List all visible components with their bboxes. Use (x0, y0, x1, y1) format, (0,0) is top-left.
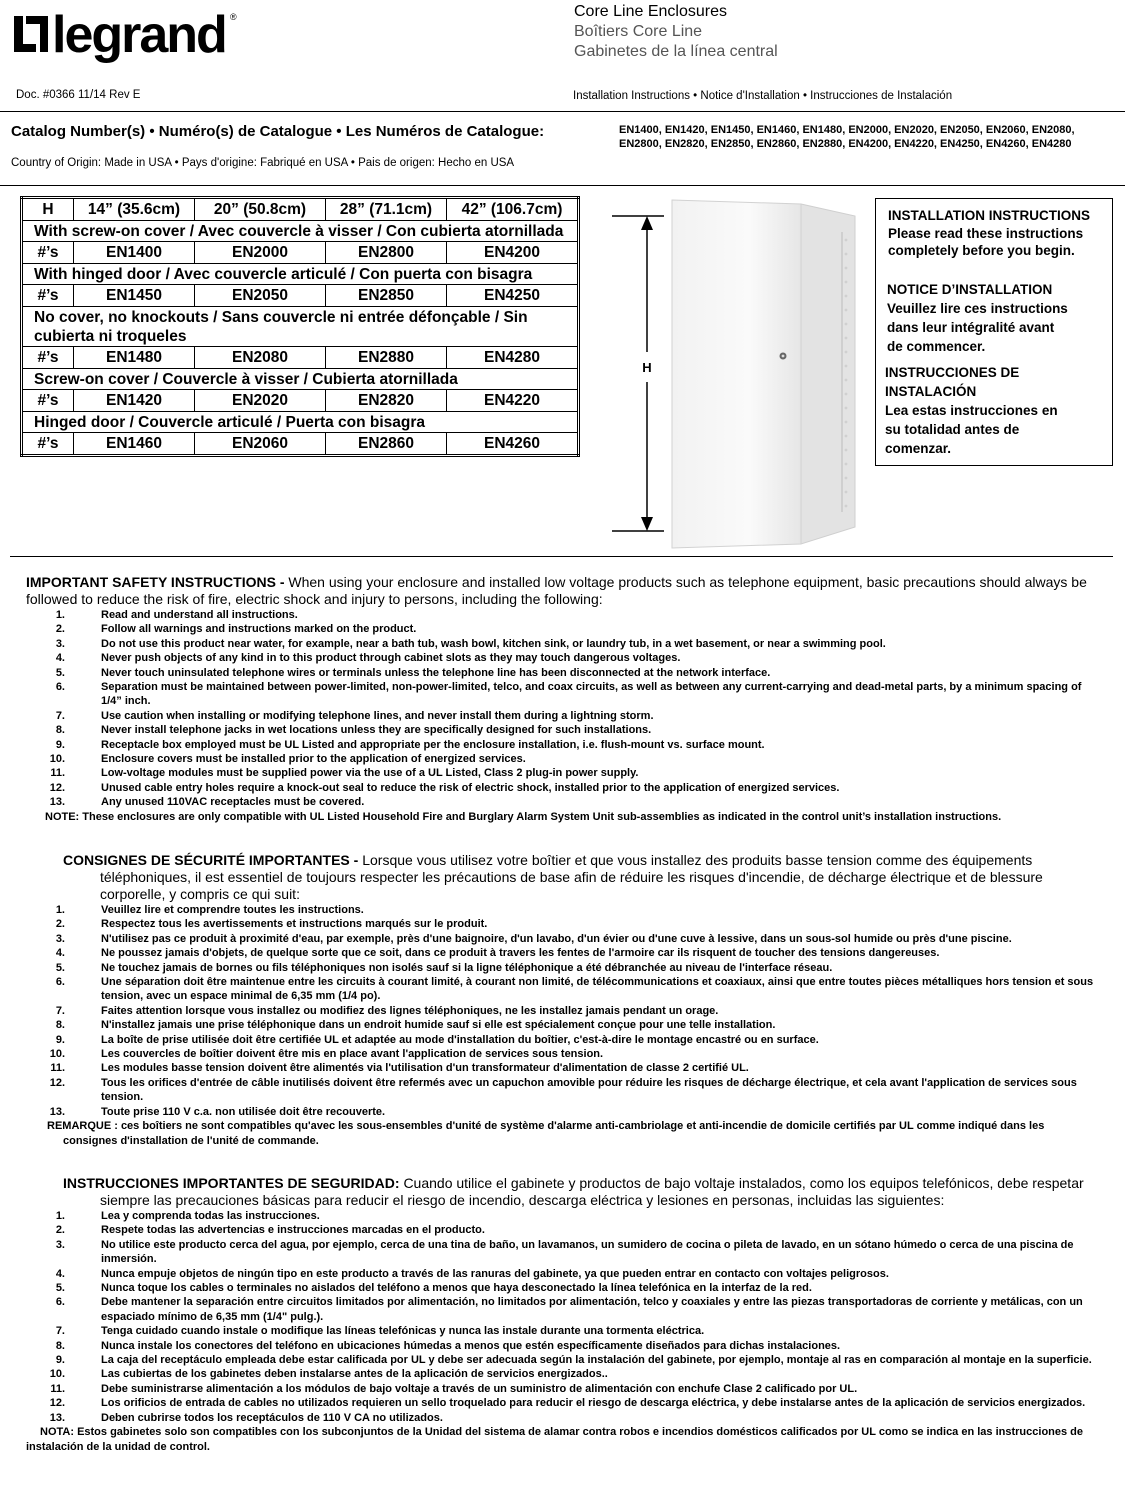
list-item (26, 709, 1096, 723)
notice-en (888, 207, 1090, 259)
header-rule-bottom (0, 185, 1125, 186)
list-item (26, 1004, 1096, 1018)
list-item-text: No utilice este producto cerca del agua, por ejemplo, cerca de una tina de baño, un lavamanos, un sumidero de cocina o pileta de lavado, en un sótano húmedo o cerca de una piscina de inmersión. (101, 1238, 1074, 1266)
list-item-text: Nunca empuje objetos de ningún tipo en este producto a través de las ranuras del gabinete, ya que pueden entrar en contacto con voltajes peligrosos. (101, 1267, 889, 1280)
header-rule-top (0, 111, 1125, 112)
safety-heading-es: INSTRUCCIONES IMPORTANTES DE SEGURIDAD: (63, 1175, 404, 1191)
list-item (26, 1238, 1096, 1267)
product-title-es: Gabinetes de la línea central (574, 43, 778, 60)
list-item (26, 752, 1096, 766)
list-item-number: 11. (50, 767, 65, 780)
list-item (26, 932, 1096, 946)
table-cell: EN2080 (195, 347, 326, 369)
list-item-text: Veuillez lire et comprendre toutes les instructions. (101, 904, 364, 916)
safety-intro-text: Lorsque vous utilisez votre boîtier et que vous installez des produits basse tension comme des équipements téléphoniques, il est essentiel de toujours respecter les précautions de base afin de réduire les risques d'incendie, de décharge électrique et de blessure corporelle, y compris ce qui suit: (100, 852, 1043, 902)
list-item-text: Read and understand all instructions. (101, 609, 298, 621)
enclosure-drawing (606, 192, 866, 552)
notice-en-line: completely before you begin. (888, 243, 1075, 258)
list-item-text: Use caution when installing or modifying telephone lines, and never install them during a lightning storm. (101, 709, 654, 722)
table-header-cell: 28” (71.1cm) (326, 198, 447, 221)
list-item-number: 1. (55, 904, 65, 916)
list-item-text: Low-voltage modules must be supplied power via the use of a UL Listed, Class 2 plug-in power supply. (101, 767, 639, 780)
table-header-cell: H (22, 198, 74, 221)
table-cell: EN2880 (326, 347, 447, 369)
safety-list-en (26, 608, 1096, 810)
instruction-languages: Installation Instructions • Notice d'Installation • Instrucciones de Instalación (573, 90, 953, 102)
list-item (26, 1382, 1096, 1396)
list-item-number: 5. (55, 1282, 65, 1295)
list-item-text: Las cubiertas de los gabinetes deben instalarse antes de la aplicación de servicios energizados.. (101, 1368, 608, 1381)
list-item-text: Follow all warnings and instructions marked on the product. (101, 623, 417, 636)
list-item-number: 1. (55, 609, 65, 621)
list-item-number: 3. (55, 1238, 65, 1251)
safety-section-es (26, 1175, 1096, 1454)
list-item-text: Debe mantener la separación entre circuitos limitados por alimentación, no limitados por alimentación, telco y coaxiales y entre las piezas transportadoras de corriente y metálicas, con un espaciado mínimo de 6,35 mm (1/4" pulg.). (101, 1296, 1083, 1323)
list-item-number: 3. (55, 932, 65, 945)
list-item-text: Do not use this product near water, for example, near a bath tub, wash bowl, kitchen sink, or laundry tub, in a wet basement, or near a swimming pool. (101, 637, 886, 650)
installation-notice-box (875, 198, 1113, 466)
height-label: H (642, 360, 652, 375)
notice-en-title: INSTALLATION INSTRUCTIONS (888, 208, 1090, 223)
list-item-number: 2. (55, 623, 65, 636)
list-item-number: 12. (49, 1397, 65, 1410)
notice-fr-title: NOTICE D’INSTALLATION (887, 282, 1053, 297)
table-cell: EN2060 (195, 433, 326, 456)
list-item (26, 651, 1096, 665)
safety-note-es: NOTA: Estos gabinetes solo son compatibles con los subconjuntos de la Unidad del sistema de alamar contra robos e incendios domésticos calificados por UL como se indica en las instrucciones de instalación de la unidad de control. (26, 1426, 1084, 1453)
table-group-title: Hinged door / Couvercle articulé / Puerta con bisagra (22, 412, 579, 433)
table-group-title: No cover, no knockouts / Sans couvercle ni entrée défonçable / Sin cubierta ni troqueles (22, 307, 579, 347)
list-item (26, 795, 1096, 809)
list-item-text: Ne touchez jamais de bornes ou fils téléphoniques non isolés sauf si la ligne téléphonique a été débranchée au niveau de l'interface réseau. (101, 961, 833, 974)
list-item-number: 13. (49, 796, 65, 809)
table-header-cell: 42” (106.7cm) (447, 198, 579, 221)
safety-list-es (26, 1209, 1096, 1425)
table-cell: #’s (22, 390, 74, 412)
product-title-fr: Boîtiers Core Line (574, 23, 703, 40)
list-item-text: Never touch uninsulated telephone wires or terminals unless the telephone line has been disconnected at the network interface. (101, 666, 771, 679)
table-group-title-row (22, 369, 579, 390)
catalog-numbers: EN1400, EN1420, EN1450, EN1460, EN1480, EN2000, EN2020, EN2050, EN2060, EN2080, EN2800, EN2820, EN2850, EN2860, EN2880, EN4200, EN4220, EN4250, EN4260, EN4280 (619, 124, 1075, 150)
list-item (26, 1324, 1096, 1338)
list-item-text: Receptacle box employed must be UL Listed and appropriate per the enclosure installation, i.e. flush-mount vs. surface mount. (101, 738, 765, 751)
legrand-wordmark: legrand (52, 6, 226, 64)
list-item-number: 12. (49, 1076, 65, 1089)
section-divider (10, 556, 1113, 557)
list-item (26, 961, 1096, 975)
notice-fr-line: dans leur intégralité avant (887, 320, 1055, 335)
list-item-text: Respete todas las advertencias e instrucciones marcadas en el producto. (101, 1224, 485, 1237)
list-item-number: 10. (49, 753, 65, 766)
list-item-text: Unused cable entry holes require a knock-out seal to reduce the risk of electric shock, installed prior to the application of energized services. (101, 781, 840, 794)
list-item-text: Toute prise 110 V c.a. non utilisée doit être recouverte. (101, 1105, 386, 1118)
list-item (26, 680, 1096, 709)
table-cell: EN2000 (195, 242, 326, 264)
list-item-text: La caja del receptáculo empleada debe estar calificada por UL y debe ser adecuada según la instalación del gabinete, por ejemplo, montaje al ras en comparación al montaje en la superficie. (101, 1354, 1092, 1367)
list-item-number: 7. (55, 709, 65, 722)
list-item-number: 7. (55, 1004, 65, 1017)
notice-fr-line: Veuillez lire ces instructions (887, 301, 1068, 316)
list-item (26, 766, 1096, 780)
safety-intro-text: When using your enclosure and installed low voltage products such as telephone equipment, basic precautions should always be followed to reduce the risk of fire, electric shock and injury to persons, including the following: (26, 574, 1087, 607)
safety-intro-en (26, 574, 1096, 608)
country-of-origin: Country of Origin: Made in USA • Pays d'origine: Fabriqué en USA • Pais de origen: Hecho en USA (11, 157, 515, 169)
list-item-text: Los orificios de entrada de cables no utilizados requieren un sello troquelado para reducir el riesgo de descarga eléctrica, y debe instalarse antes de la aplicación de servicios energizados. (101, 1397, 1086, 1410)
table-cell: EN2050 (195, 285, 326, 307)
notice-es (885, 363, 1058, 458)
list-item-number: 4. (55, 1267, 65, 1280)
list-item-text: Tenga cuidado cuando instale o modifique las líneas telefónicas y nunca las instale durante una tormenta eléctrica. (101, 1325, 705, 1338)
enclosure-body (672, 200, 855, 548)
table-group-title-row (22, 412, 579, 433)
list-item (26, 1047, 1096, 1061)
list-item-text: Deben cubrirse todos los receptáculos de 110 V CA no utilizados. (101, 1411, 443, 1424)
list-item-number: 8. (55, 1339, 65, 1352)
list-item-number: 5. (55, 961, 65, 974)
list-item (26, 1105, 1096, 1119)
table-cell: EN2860 (326, 433, 447, 456)
table-row (22, 347, 579, 369)
notice-en-line: Please read these instructions (888, 226, 1084, 241)
list-item (26, 1076, 1096, 1105)
safety-section-en (26, 574, 1096, 824)
list-item-text: Ne poussez jamais d'objets, de quelque sorte que ce soit, dans ce produit à travers les fentes de l'armoire car ils risquent de toucher des tensions dangereuses. (101, 947, 940, 960)
model-table (20, 196, 580, 457)
product-title-en: Core Line Enclosures (574, 3, 727, 20)
list-item-number: 10. (49, 1048, 65, 1061)
list-item (26, 781, 1096, 795)
table-cell: #’s (22, 433, 74, 456)
table-cell: EN2820 (326, 390, 447, 412)
table-group-title-row (22, 221, 579, 242)
list-item (26, 738, 1096, 752)
list-item-number: 4. (55, 947, 65, 960)
notice-es-line: Lea estas instrucciones en (885, 403, 1058, 418)
table-cell: EN1450 (74, 285, 195, 307)
catalog-label: Catalog Number(s) • Numéro(s) de Catalogue • Les Numéros de Catalogue: (11, 123, 545, 140)
list-item (26, 723, 1096, 737)
list-item-text: Faites attention lorsque vous installez ou modifiez des lignes téléphoniques, ne les installez jamais pendant un orage. (101, 1004, 719, 1017)
list-item-text: Any unused 110VAC receptacles must be covered. (101, 796, 365, 809)
safety-intro-fr (26, 852, 1096, 903)
table-row (22, 433, 579, 456)
list-item (26, 1061, 1096, 1075)
product-titles (574, 2, 778, 62)
table-cell: EN1420 (74, 390, 195, 412)
legrand-logo-mark (14, 16, 48, 52)
list-item-number: 5. (55, 666, 65, 679)
notice-es-title: INSTRUCCIONES DE (885, 365, 1020, 380)
list-item-number: 6. (55, 681, 65, 694)
list-item (26, 622, 1096, 636)
list-item (26, 1267, 1096, 1281)
table-group-title: With screw-on cover / Avec couvercle à visser / Con cubierta atornillada (22, 221, 579, 242)
table-cell: EN4260 (447, 433, 579, 456)
list-item-number: 8. (55, 724, 65, 737)
list-item (26, 1209, 1096, 1223)
list-item-text: Respectez tous les avertissements et instructions marqués sur le produit. (101, 918, 488, 931)
list-item-number: 3. (55, 637, 65, 650)
list-item (26, 1339, 1096, 1353)
safety-heading-fr: CONSIGNES DE SÉCURITÉ IMPORTANTES - (63, 852, 363, 868)
list-item-number: 4. (55, 652, 65, 665)
table-cell: #’s (22, 347, 74, 369)
list-item-number: 1. (55, 1210, 65, 1222)
list-item-number: 6. (55, 1296, 65, 1309)
list-item (26, 1396, 1096, 1410)
list-item (26, 1033, 1096, 1047)
safety-intro-es (26, 1175, 1096, 1209)
height-dimension-arrow (612, 216, 664, 531)
list-item-number: 12. (49, 781, 65, 794)
safety-intro-text: Cuando utilice el gabinete y productos de bajo voltaje instalados, como los equipos telefónicos, debe respetar siempre las precauciones básicas para reducir el riesgo de incendio, descarga eléctrica y lesiones en personas, incluidas las siguientes: (100, 1175, 1084, 1208)
list-item-number: 2. (55, 918, 65, 931)
doc-number: Doc. #0366 11/14 Rev E (16, 89, 141, 101)
table-group-title-row (22, 307, 579, 347)
safety-note-en: NOTE: These enclosures are only compatible with UL Listed Household Fire and Burglary Alarm System Unit sub-assemblies as indicated in the control unit’s installation instructions. (45, 810, 1002, 823)
table-cell: EN4220 (447, 390, 579, 412)
table-group-title: With hinged door / Avec couvercle articulé / Con puerta con bisagra (22, 264, 579, 285)
list-item-text: Tous les orifices d'entrée de câble inutilisés doivent être refermés avec un capuchon amovible pour réduire les risques de décharge électrique, et cela avant l'application de services sous tension. (101, 1076, 1077, 1104)
list-item (26, 608, 1096, 622)
list-item (26, 1281, 1096, 1295)
table-cell: #’s (22, 242, 74, 264)
safety-heading-en: IMPORTANT SAFETY INSTRUCTIONS - (26, 574, 289, 590)
table-cell: #’s (22, 285, 74, 307)
list-item-text: Nunca toque los cables o terminales no aislados del teléfono a menos que haya desconectado la línea telefónica en la interfaz de la red. (101, 1282, 812, 1295)
table-row (22, 242, 579, 264)
list-item-number: 10. (49, 1368, 65, 1381)
list-item-text: Une séparation doit être maintenue entre les circuits à courant limité, à courant non limité, de télécommunications et coaxiaux, ainsi que entre toutes pièces métalliques hors tension et sous tension, avec un espace minimal de 6,35 mm (1/4 po). (101, 976, 1094, 1003)
list-item-text: Debe suministrarse alimentación a los módulos de bajo voltaje a través de un suministro de alimentación con enchufe Clase 2 calificado por UL. (101, 1382, 858, 1395)
table-cell: EN1460 (74, 433, 195, 456)
door-latch (780, 353, 787, 360)
notice-fr-line: de commencer. (887, 339, 986, 354)
table-cell: EN2850 (326, 285, 447, 307)
list-item (26, 1295, 1096, 1324)
table-cell: EN2020 (195, 390, 326, 412)
list-item-text: Les modules basse tension doivent être alimentés via l'utilisation d'un transformateur d'alimentation de classe 2 certifié UL. (101, 1062, 749, 1075)
list-item (26, 1367, 1096, 1381)
safety-list-fr (26, 903, 1096, 1119)
table-cell: EN1480 (74, 347, 195, 369)
list-item-number: 11. (50, 1062, 65, 1075)
list-item-number: 13. (49, 1105, 65, 1118)
table-header-cell: 20” (50.8cm) (195, 198, 326, 221)
list-item-number: 11. (50, 1382, 65, 1395)
list-item-text: N'installez jamais une prise téléphonique dans un endroit humide sauf si elle est spécialement conçue pour une telle installation. (101, 1019, 776, 1032)
list-item-text: Nunca instale los conectores del teléfono en ubicaciones húmedas a menos que estén específicamente diseñados para dichas instalaciones. (101, 1339, 841, 1352)
list-item-number: 9. (55, 1354, 65, 1367)
notice-es-line: comenzar. (885, 441, 952, 456)
list-item-number: 7. (55, 1325, 65, 1338)
table-header-cell: 14” (35.6cm) (74, 198, 195, 221)
list-item (26, 903, 1096, 917)
list-item (26, 1353, 1096, 1367)
list-item-text: Les couvercles de boîtier doivent être mis en place avant l'application de services sous tension. (101, 1048, 604, 1061)
list-item-text: Never push objects of any kind in to this product through cabinet slots as they may touch dangerous voltages. (101, 652, 681, 665)
notice-es-line: su totalidad antes de (885, 422, 1020, 437)
list-item-text: Enclosure covers must be installed prior to the application of energized services. (101, 753, 526, 766)
list-item-text: La boîte de prise utilisée doit être certifiée UL et adaptée au mode d'installation du boîtier, c'est-à-dire le montage encastré ou en surface. (101, 1033, 819, 1046)
notice-fr (887, 280, 1068, 356)
list-item-text: Separation must be maintained between power-limited, non-power-limited, telco, and coax circuits, as well as between any current-carrying and dead-metal parts, by a minimum spacing of 1/4” inch. (101, 681, 1082, 708)
list-item (26, 1411, 1096, 1425)
table-cell: EN2800 (326, 242, 447, 264)
list-item (26, 1223, 1096, 1237)
list-item-number: 8. (55, 1019, 65, 1032)
legrand-logo (12, 6, 242, 64)
table-row (22, 390, 579, 412)
list-item (26, 975, 1096, 1004)
notice-es-title: INSTALACIÓN (885, 384, 977, 399)
list-item-number: 2. (55, 1224, 65, 1237)
list-item-number: 13. (49, 1411, 65, 1424)
list-item (26, 917, 1096, 931)
list-item (26, 946, 1096, 960)
list-item-text: Lea y comprenda todas las instrucciones. (101, 1210, 320, 1222)
table-cell: EN4250 (447, 285, 579, 307)
list-item-text: Never install telephone jacks in wet locations unless they are specifically designed for such installations. (101, 724, 652, 737)
svg-text:®: ® (230, 12, 237, 22)
list-item (26, 666, 1096, 680)
table-cell: EN1400 (74, 242, 195, 264)
list-item-number: 9. (55, 1033, 65, 1046)
list-item (26, 637, 1096, 651)
table-group-title: Screw-on cover / Couvercle à visser / Cubierta atornillada (22, 369, 579, 390)
safety-section-fr (26, 852, 1096, 1148)
table-cell: EN4280 (447, 347, 579, 369)
table-cell: EN4200 (447, 242, 579, 264)
table-header-row (22, 198, 579, 221)
table-group-title-row (22, 264, 579, 285)
list-item-text: N'utilisez pas ce produit à proximité d'eau, par exemple, près d'une baignoire, d'un lavabo, d'un évier ou d'une cuve à lessive, dans un sous-sol humide ou près d'une piscine. (101, 932, 1012, 945)
list-item-number: 6. (55, 976, 65, 989)
list-item (26, 1018, 1096, 1032)
list-item-number: 9. (55, 738, 65, 751)
table-row (22, 285, 579, 307)
safety-note-fr: REMARQUE : ces boîtiers ne sont compatibles qu'avec les sous-ensembles d'unité de système d'alarme anti-cambriolage et anti-incendie de domicile certifiés par UL comme indiqué dans les consignes d'installation de l'unité de commande. (47, 1120, 1045, 1147)
